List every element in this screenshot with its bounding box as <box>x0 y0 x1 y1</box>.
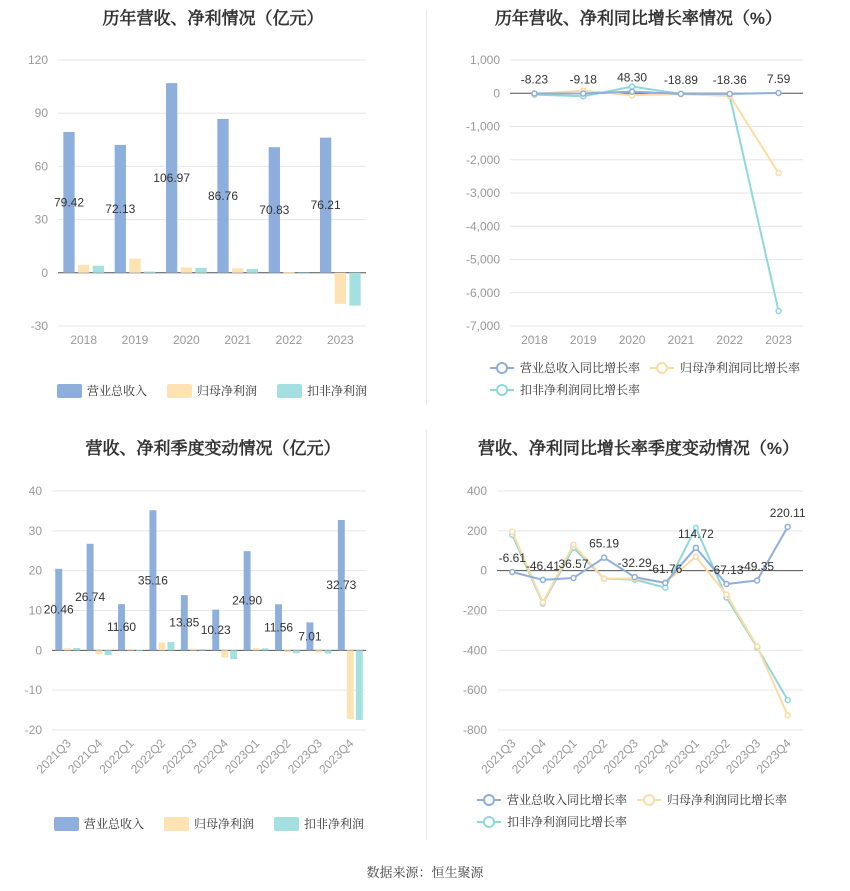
legend-label: 营业总收入同比增长率 <box>507 793 628 807</box>
bar <box>199 649 206 650</box>
series-line <box>512 528 787 700</box>
data-point <box>602 576 607 581</box>
bar <box>129 259 140 273</box>
series-line <box>534 91 778 173</box>
data-point <box>755 578 760 583</box>
data-point <box>630 84 635 89</box>
bar <box>78 265 89 273</box>
bar <box>64 648 71 650</box>
bar <box>293 650 300 653</box>
bar <box>349 273 360 306</box>
y-tick-label: 0 <box>35 643 42 658</box>
data-label: -18.89 <box>663 72 698 87</box>
bar <box>144 272 155 273</box>
bar <box>253 648 260 650</box>
data-point <box>540 577 545 582</box>
x-tick-label: 2022Q1 <box>96 736 137 777</box>
data-label: -46.41 <box>525 558 560 573</box>
x-tick-label: 2022Q2 <box>127 736 169 777</box>
legend-marker <box>497 385 507 395</box>
legend-label: 营业总收入 <box>84 817 145 831</box>
data-point <box>532 91 537 96</box>
bar <box>93 266 104 273</box>
y-tick-label: 30 <box>28 523 42 538</box>
x-tick-label: 2023Q2 <box>692 736 733 777</box>
legend-label: 归母净利润 <box>197 384 258 398</box>
bar <box>221 650 228 657</box>
data-point <box>785 698 790 703</box>
data-point <box>632 575 637 580</box>
x-tick-label: 2023Q4 <box>316 736 357 777</box>
data-point <box>630 89 635 94</box>
legend-swatch <box>54 817 79 831</box>
data-point <box>602 555 607 560</box>
data-label: 13.85 <box>169 615 200 630</box>
bar <box>315 650 322 652</box>
y-tick-label: -4,000 <box>465 219 500 234</box>
x-tick-label: 2023Q3 <box>723 736 764 777</box>
y-tick-label: 0 <box>480 563 487 578</box>
data-point <box>510 529 515 534</box>
bar <box>335 273 346 304</box>
y-tick-label: -3,000 <box>465 186 500 200</box>
bar <box>195 268 206 273</box>
data-point <box>581 91 586 96</box>
legend-label: 扣非净利润同比增长率 <box>507 815 628 829</box>
x-tick-label: 2022 <box>275 333 303 347</box>
x-tick-label: 2022Q4 <box>631 736 672 777</box>
y-tick-label: 10 <box>28 603 42 618</box>
y-tick-label: -800 <box>462 723 487 737</box>
chart1-title: 历年营收、净利情况（亿元） <box>102 9 324 28</box>
data-label: -9.18 <box>569 72 597 87</box>
data-point <box>510 569 515 574</box>
x-tick-label: 2018 <box>521 333 548 347</box>
legend-swatch <box>167 384 192 398</box>
data-point <box>571 575 576 580</box>
y-tick-label: -200 <box>462 603 487 618</box>
legend-label: 扣非净利润 <box>304 817 365 831</box>
data-label: 70.83 <box>259 202 290 217</box>
y-tick-label: 400 <box>466 484 487 498</box>
y-tick-label: 200 <box>466 523 487 538</box>
legend-swatch <box>277 384 302 398</box>
bar <box>105 650 112 655</box>
data-label: 32.73 <box>326 578 357 593</box>
data-label: 76.21 <box>310 198 341 213</box>
legend-swatch <box>274 817 299 831</box>
data-label: -49.35 <box>740 559 775 574</box>
x-tick-label: 2022Q1 <box>539 736 580 777</box>
x-tick-label: 2023Q3 <box>284 736 326 777</box>
data-point <box>571 542 576 547</box>
y-tick-label: 0 <box>493 86 500 101</box>
data-label: 20.46 <box>43 602 74 617</box>
y-tick-label: 30 <box>34 212 48 227</box>
data-label: 65.19 <box>589 536 620 551</box>
data-label: 26.74 <box>75 590 106 605</box>
bar <box>167 642 174 650</box>
bar <box>96 650 103 654</box>
data-point <box>693 545 698 550</box>
y-tick-label: -600 <box>462 683 487 698</box>
y-tick-label: 60 <box>34 159 48 174</box>
x-tick-label: 2021Q4 <box>508 736 550 777</box>
x-tick-label: 2018 <box>70 333 98 347</box>
bar <box>127 649 134 650</box>
data-point <box>678 91 683 96</box>
x-tick-label: 2020 <box>618 333 646 347</box>
data-point <box>776 171 781 176</box>
data-label: 10.23 <box>200 622 231 637</box>
bar <box>232 268 243 272</box>
data-label: -8.23 <box>520 72 549 87</box>
data-point <box>540 600 545 605</box>
x-tick-label: 2021 <box>667 333 695 347</box>
data-point <box>663 580 668 585</box>
data-label: 86.76 <box>207 188 239 203</box>
data-label: 72.13 <box>105 201 136 216</box>
y-tick-label: -400 <box>462 643 487 658</box>
x-tick-label: 2022Q3 <box>600 736 641 777</box>
y-tick-label: -2,000 <box>465 152 500 167</box>
y-tick-label: -6,000 <box>465 285 500 300</box>
data-label: 114.72 <box>677 526 714 541</box>
legend-label: 营业总收入 <box>87 384 148 398</box>
x-tick-label: 2022 <box>716 333 744 347</box>
data-point <box>755 644 760 649</box>
x-tick-label: 2019 <box>121 333 149 347</box>
data-point <box>724 592 729 597</box>
legend-marker <box>657 363 667 373</box>
data-label: 220.11 <box>769 505 806 520</box>
legend-label: 归母净利润同比增长率 <box>680 361 801 375</box>
legend-label: 扣非净利润 <box>307 384 368 398</box>
y-tick-label: -5,000 <box>465 252 500 267</box>
x-tick-label: 2023Q4 <box>753 736 794 777</box>
legend-marker <box>497 363 507 373</box>
y-tick-label: 0 <box>41 265 48 280</box>
x-tick-label: 2021Q3 <box>33 736 74 777</box>
y-tick-label: 40 <box>28 484 42 498</box>
data-label: 11.56 <box>263 620 294 635</box>
x-tick-label: 2022Q2 <box>570 736 611 777</box>
data-label: 24.90 <box>232 593 263 608</box>
data-point <box>776 309 781 314</box>
y-tick-label: 90 <box>34 106 48 121</box>
y-tick-label: -30 <box>30 319 48 333</box>
x-tick-label: 2022Q3 <box>159 736 200 777</box>
bar <box>230 650 237 659</box>
data-label: 7.01 <box>298 629 322 644</box>
legend-label: 营业总收入同比增长率 <box>520 361 641 375</box>
x-tick-label: 2020 <box>172 333 200 347</box>
data-label: -61.76 <box>648 561 683 576</box>
data-label: -67.13 <box>709 563 744 578</box>
y-tick-label: 120 <box>27 53 48 67</box>
data-label: 79.42 <box>53 195 85 210</box>
bar <box>324 650 331 653</box>
data-point <box>776 90 781 95</box>
legend-marker <box>484 817 494 827</box>
x-tick-label: 2021Q3 <box>478 736 519 777</box>
x-tick-label: 2023Q1 <box>661 736 703 777</box>
bar <box>347 650 354 719</box>
legend-label: 归母净利润 <box>194 817 255 831</box>
y-tick-label: -1,000 <box>465 119 500 134</box>
bar <box>247 269 258 273</box>
bar <box>73 648 80 650</box>
data-label: 11.60 <box>106 620 137 635</box>
bar <box>298 273 309 274</box>
legend-label: 归母净利润同比增长率 <box>667 793 788 807</box>
legend-marker <box>484 795 494 805</box>
bar <box>190 649 197 651</box>
y-tick-label: -7,000 <box>465 319 500 333</box>
chart2-title: 历年营收、净利同比增长率情况（%） <box>494 9 783 28</box>
x-tick-label: 2023 <box>326 333 354 347</box>
legend-swatch <box>57 384 82 398</box>
y-tick-label: 20 <box>28 563 42 578</box>
data-point <box>785 524 790 529</box>
x-tick-label: 2022Q4 <box>190 736 231 777</box>
x-tick-label: 2023Q1 <box>222 736 263 777</box>
y-tick-label: -10 <box>24 683 42 698</box>
data-label: 35.16 <box>137 573 168 588</box>
data-point <box>785 713 790 718</box>
legend-label: 扣非净利润同比增长率 <box>520 383 641 397</box>
y-tick-label: 1,000 <box>469 53 500 67</box>
bar <box>181 267 192 272</box>
x-tick-label: 2023Q2 <box>253 736 294 777</box>
data-label: 106.97 <box>153 170 191 185</box>
x-tick-label: 2021Q4 <box>65 736 106 777</box>
data-label: 48.30 <box>617 70 648 85</box>
data-point <box>724 582 729 587</box>
bar <box>284 650 291 652</box>
data-point <box>727 91 732 96</box>
x-tick-label: 2019 <box>569 333 597 347</box>
data-label: -32.29 <box>617 556 652 571</box>
data-label: -18.36 <box>712 72 747 87</box>
legend-marker <box>644 795 654 805</box>
data-label: -6.61 <box>498 550 526 565</box>
bar <box>136 650 143 651</box>
data-label: 7.59 <box>766 71 791 86</box>
bar <box>158 642 165 650</box>
chart4-title: 营收、净利同比增长率季度变动情况（%） <box>477 439 800 458</box>
x-tick-label: 2023 <box>765 333 792 347</box>
data-label: 36.57 <box>558 556 589 571</box>
series-line <box>534 87 778 311</box>
data-point <box>693 554 698 559</box>
y-tick-label: -20 <box>24 723 42 737</box>
x-tick-label: 2021 <box>224 333 252 347</box>
bar <box>262 648 269 650</box>
legend-swatch <box>164 817 189 831</box>
bar <box>356 650 363 720</box>
data-source: 数据来源：恒生聚源 <box>366 865 484 880</box>
bar <box>283 272 294 273</box>
chart3-title: 营收、净利季度变动情况（亿元） <box>85 439 341 458</box>
